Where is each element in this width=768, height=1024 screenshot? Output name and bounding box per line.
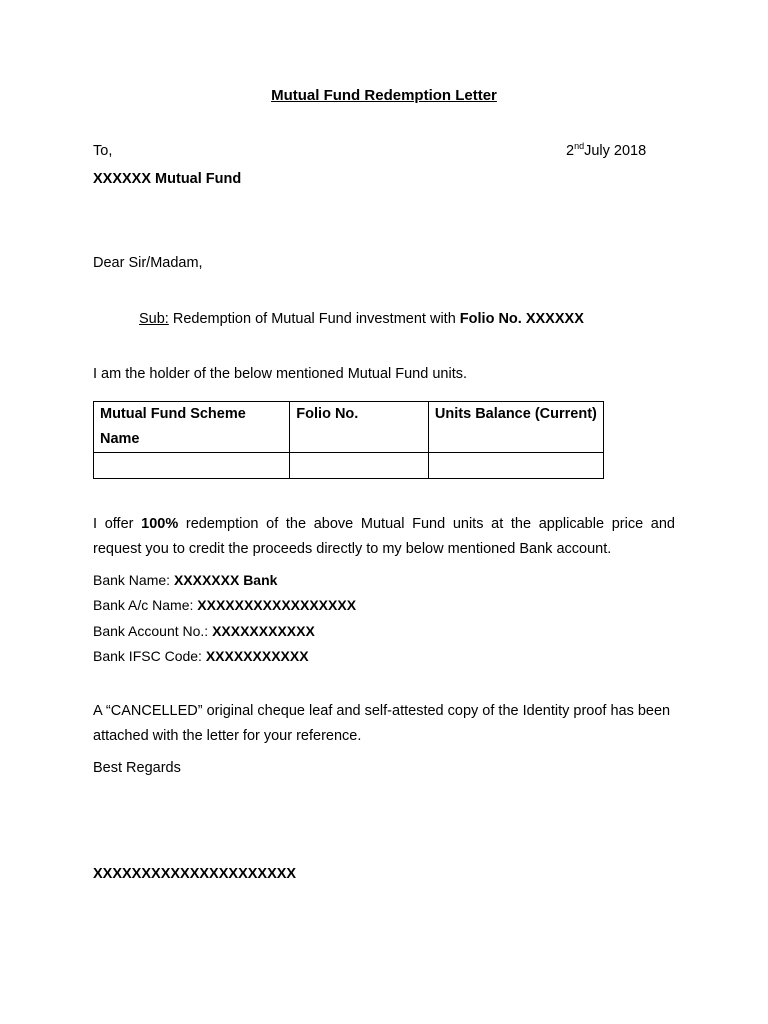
- subject-folio: Folio No. XXXXXX: [459, 311, 584, 327]
- bank-detail-value: XXXXXXXXXXX: [212, 623, 315, 639]
- request-part2: redemption of the above Mutual Fund units at the applicable price and request you to credit the proceeds directly to my below mentioned Bank account.: [93, 516, 676, 557]
- signature: XXXXXXXXXXXXXXXXXXXXX: [93, 866, 297, 882]
- table-cell: [290, 453, 429, 479]
- table-cell: [428, 453, 603, 479]
- date-suffix: nd: [574, 141, 585, 151]
- letter-date: [566, 143, 646, 159]
- date-rest: July 2018: [584, 143, 647, 159]
- request-percent: 100%: [141, 516, 179, 532]
- greeting: Dear Sir/Madam,: [93, 255, 203, 271]
- table-row: [94, 453, 604, 479]
- bank-detail-label: Bank A/c Name:: [93, 597, 198, 613]
- bank-account-name-line: [93, 597, 356, 613]
- header-units-balance: Units Balance (Current): [428, 402, 603, 453]
- subject-label: Sub:: [139, 311, 169, 327]
- header-scheme-name: Mutual Fund Scheme Name: [94, 402, 290, 453]
- bank-detail-value: XXXXXXXXXXX: [205, 648, 309, 664]
- recipient-name: XXXXXX Mutual Fund: [93, 171, 242, 187]
- to-label: To,: [93, 143, 113, 159]
- bank-detail-label: Bank IFSC Code:: [93, 648, 206, 664]
- subject-text: Redemption of Mutual Fund investment with: [168, 311, 460, 327]
- request-part1: I offer: [93, 516, 142, 532]
- date-day: 2: [566, 143, 575, 159]
- holder-statement: I am the holder of the below mentioned Mutual Fund units.: [93, 366, 467, 382]
- bank-ifsc-line: [93, 648, 309, 664]
- table-cell: [94, 453, 290, 479]
- units-table: [93, 401, 604, 479]
- bank-detail-label: Bank Name:: [93, 572, 174, 588]
- header-folio-no: Folio No.: [290, 402, 429, 453]
- attachment-note: A “CANCELLED” original cheque leaf and self-attested copy of the Identity proof has been attached with the letter for your reference.: [93, 703, 671, 744]
- closing: Best Regards: [93, 760, 181, 776]
- subject-line: [139, 311, 584, 327]
- bank-detail-value: XXXXXXXXXXXXXXXXX: [197, 597, 357, 613]
- bank-name-line: [93, 572, 277, 588]
- table-header-row: [94, 402, 604, 453]
- bank-detail-label: Bank Account No.:: [93, 623, 213, 639]
- bank-account-number-line: [93, 623, 315, 639]
- bank-detail-value: XXXXXXX Bank: [173, 572, 278, 588]
- letter-title: Mutual Fund Redemption Letter: [271, 87, 497, 104]
- redemption-request: [93, 512, 675, 562]
